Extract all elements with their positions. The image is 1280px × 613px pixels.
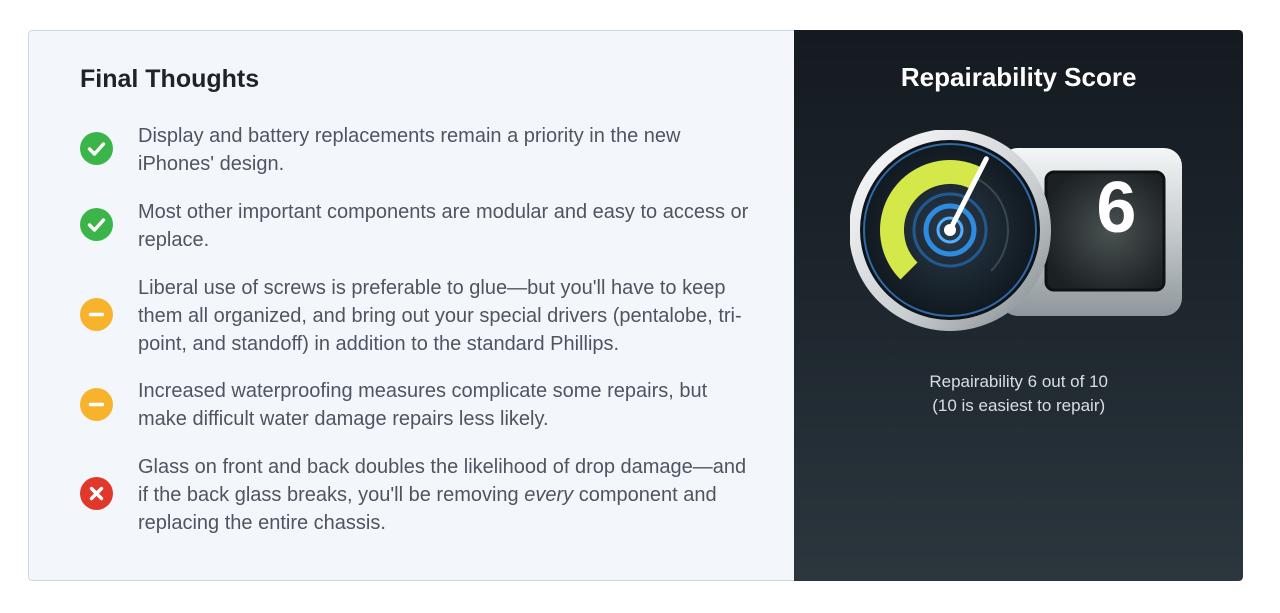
- item-text: Display and battery replacements remain a priority in the new iPhones' design.: [138, 125, 681, 175]
- final-thoughts-panel: [28, 30, 794, 581]
- check-icon: [80, 208, 113, 241]
- repairability-panel: [794, 30, 1243, 581]
- item-text-emphasis: every: [524, 484, 574, 506]
- repairability-caption-line2: (10 is easiest to repair): [932, 396, 1106, 415]
- repairability-score-value: 6: [1096, 168, 1137, 248]
- final-thoughts-title: Final Thoughts: [80, 65, 260, 93]
- check-icon: [80, 132, 113, 165]
- repairability-caption: [794, 370, 1243, 418]
- item-text: Liberal use of screws is preferable to glue—but you'll have to keep them all organized, and bring out your special drivers (pentalobe, tri-point, and standoff) in addition to the standard Phillips.: [138, 277, 742, 355]
- item-text: Increased waterproofing measures complicate some repairs, but make difficult water damage repairs less likely.: [138, 380, 708, 430]
- item-text-part: Glass on front and back doubles the likelihood of drop damage—and if the back glass breaks, you'll be removing: [138, 456, 747, 506]
- minus-icon: [80, 388, 113, 421]
- item-text: [138, 453, 758, 537]
- dial-hub: [944, 224, 956, 236]
- repairability-title: Repairability Score: [900, 62, 1137, 92]
- x-icon: [80, 477, 113, 510]
- repairability-caption-line1: Repairability 6 out of 10: [929, 372, 1108, 391]
- minus-icon: [80, 298, 113, 331]
- item-text-part: component and replacing the entire chassis.: [138, 484, 717, 534]
- final-thoughts-card: [28, 30, 1243, 581]
- item-text: Most other important components are modular and easy to access or replace.: [138, 201, 749, 251]
